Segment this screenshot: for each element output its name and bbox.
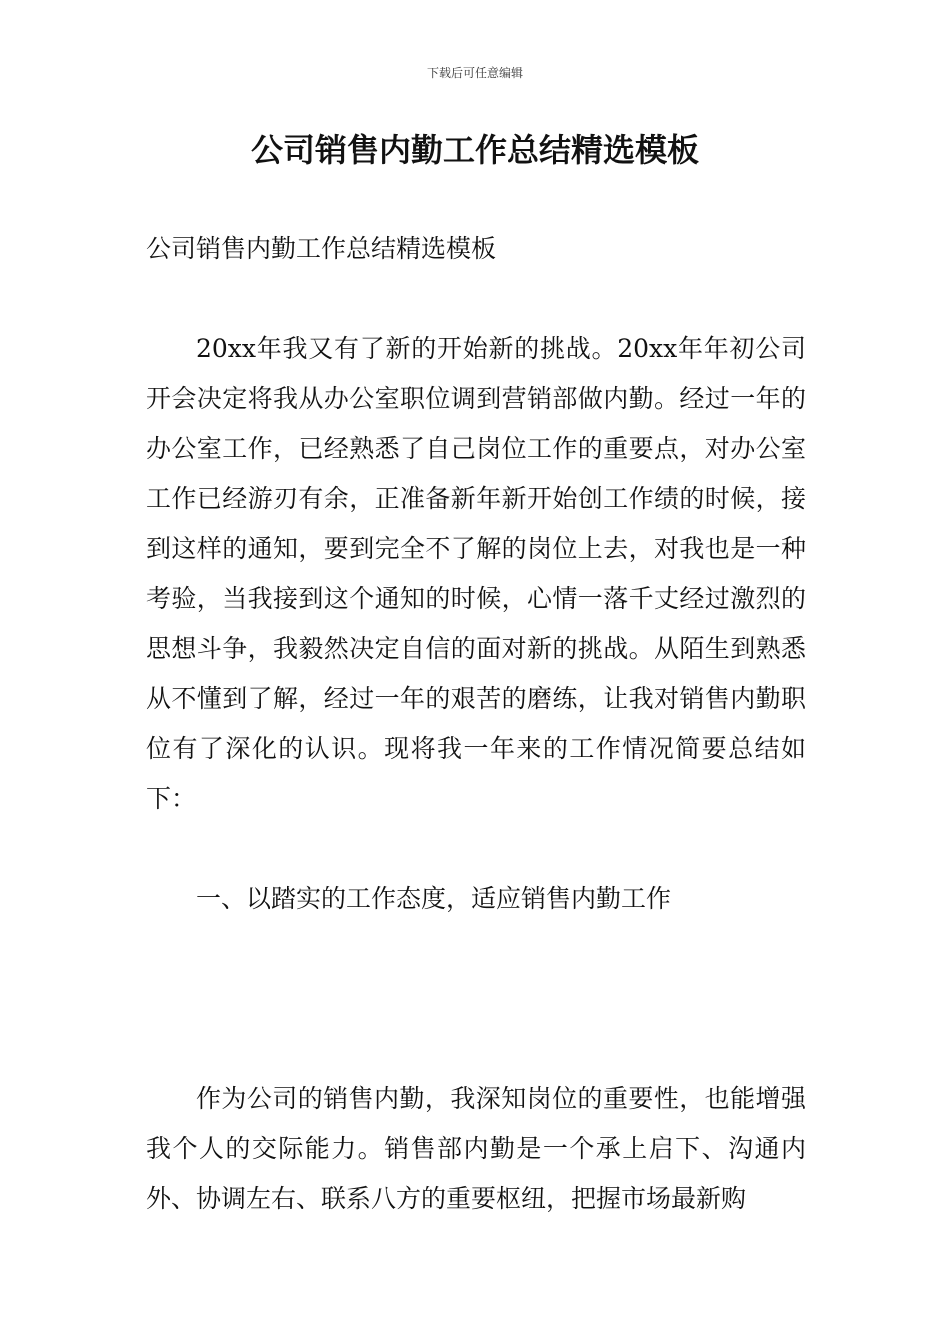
- paragraph-section-1: 作为公司的销售内勤，我深知岗位的重要性，也能增强我个人的交际能力。销售部内勤是一个承上启下、沟通内外、协调左右、联系八方的重要枢纽，把握市场最新购: [146, 1084, 806, 1213]
- spacer: [146, 824, 806, 874]
- section-heading-1: 一、以踏实的工作态度，适应销售内勤工作: [196, 884, 672, 913]
- header-note: 下载后可任意编辑: [426, 66, 523, 80]
- spacer: [146, 274, 806, 324]
- document-subtitle: 公司销售内勤工作总结精选模板: [146, 234, 497, 263]
- spacer: [146, 924, 806, 1074]
- document-title: 公司销售内勤工作总结精选模板: [250, 131, 699, 169]
- document-body: [146, 224, 806, 1224]
- paragraph-intro: 20xx年我又有了新的开始新的挑战。20xx年年初公司开会决定将我从办公室职位调到营销部做内勤。经过一年的办公室工作，已经熟悉了自己岗位工作的重要点，对办公室工作已经游刃有余，正准备新年新开始创工作绩的时候，接到这样的通知，要到完全不了解的岗位上去，对我也是一种考验，当我接到这个通知的时候，心情一落千丈经过激烈的思想斗争，我毅然决定自信的面对新的挑战。从陌生到熟悉从不懂到了解，经过一年的艰苦的磨练，让我对销售内勤职位有了深化的认识。现将我一年来的工作情况简要总结如下：: [146, 334, 806, 813]
